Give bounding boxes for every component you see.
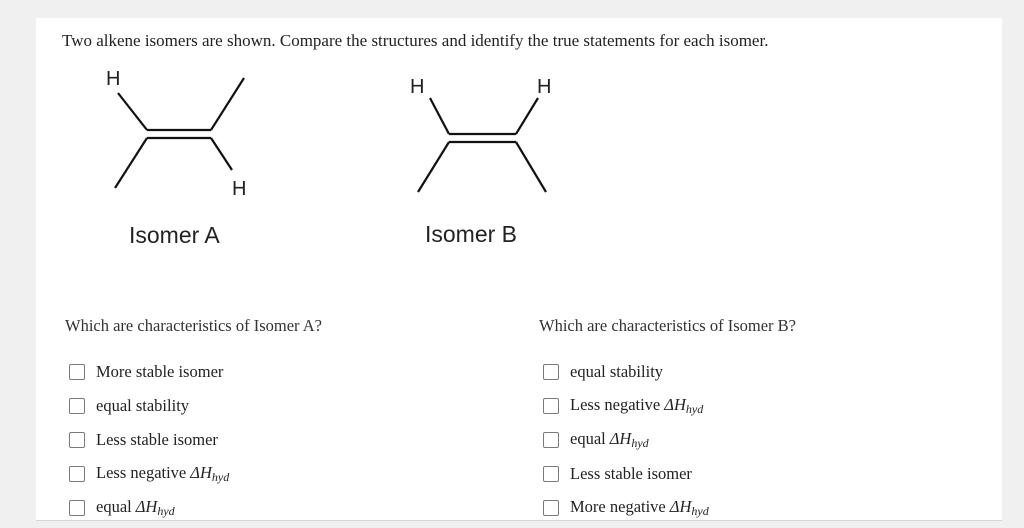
checkbox[interactable]	[69, 432, 85, 448]
isomer-b-option[interactable]	[543, 457, 709, 491]
isomer-a-option[interactable]	[69, 457, 229, 491]
isomer-b-question: Which are characteristics of Isomer B?	[539, 316, 796, 335]
option-label: equal stability	[96, 396, 190, 415]
enthalpy-symbol: $\Delta H_{hyd}$	[669, 497, 709, 518]
isomer-a-option[interactable]	[69, 491, 229, 525]
isomer-b-label: Isomer B	[425, 221, 518, 247]
isomer-b-bond-lower-right	[516, 142, 546, 192]
isomer-b-bond-upper-left	[430, 98, 449, 134]
enthalpy-symbol: $\Delta H_{hyd}$	[664, 395, 704, 416]
isomer-b-option[interactable]	[543, 389, 709, 423]
option-label: Less stable isomer	[570, 464, 692, 483]
checkbox[interactable]	[69, 466, 85, 482]
enthalpy-symbol: $\Delta H_{hyd}$	[135, 497, 175, 518]
checkbox[interactable]	[543, 364, 559, 380]
checkbox[interactable]	[543, 398, 559, 414]
isomer-b-option[interactable]	[543, 491, 709, 525]
isomer-a-label: Isomer A	[129, 222, 220, 248]
isomer-b-options	[543, 355, 709, 525]
isomer-a-hydrogen-bottom: H	[232, 178, 247, 200]
enthalpy-symbol: $\Delta H_{hyd}$	[609, 429, 649, 450]
isomer-b-hydrogen-left: H	[410, 76, 425, 98]
isomer-a-options	[69, 355, 229, 525]
option-label: Less negative $\Delta H_{hyd}$	[96, 463, 230, 484]
checkbox[interactable]	[543, 466, 559, 482]
checkbox[interactable]	[69, 500, 85, 516]
isomer-a-bond-lower-right	[211, 138, 232, 170]
isomer-b-bond-upper-right	[516, 98, 538, 134]
isomer-a-bond-upper-left	[118, 93, 147, 130]
question-card	[36, 18, 1002, 521]
option-label: equal stability	[570, 362, 664, 381]
option-label: equal $\Delta H_{hyd}$	[570, 429, 649, 450]
option-label: Less stable isomer	[96, 430, 218, 449]
option-label: More stable isomer	[96, 362, 224, 381]
isomer-a-bond-lower-left	[115, 138, 147, 188]
checkbox[interactable]	[543, 432, 559, 448]
isomer-a-bond-upper-right	[211, 78, 244, 130]
option-label: More negative $\Delta H_{hyd}$	[570, 497, 709, 518]
checkbox[interactable]	[69, 364, 85, 380]
enthalpy-symbol: $\Delta H_{hyd}$	[190, 463, 230, 484]
isomer-b-option[interactable]	[543, 355, 709, 389]
isomer-b-structure	[414, 88, 554, 198]
isomer-a-hydrogen-top: H	[106, 68, 121, 90]
isomer-a-option[interactable]	[69, 423, 229, 457]
option-label: equal $\Delta H_{hyd}$	[96, 497, 175, 518]
checkbox[interactable]	[69, 398, 85, 414]
checkbox[interactable]	[543, 500, 559, 516]
isomer-b-hydrogen-right: H	[537, 76, 552, 98]
isomer-b-option[interactable]	[543, 423, 709, 457]
option-label: Less negative $\Delta H_{hyd}$	[570, 395, 704, 416]
isomer-a-question: Which are characteristics of Isomer A?	[65, 316, 322, 335]
isomer-a-option[interactable]	[69, 355, 229, 389]
question-prompt: Two alkene isomers are shown. Compare the structures and identify the true statements for each isomer.	[62, 31, 769, 50]
isomer-b-bond-lower-left	[418, 142, 449, 192]
isomer-a-option[interactable]	[69, 389, 229, 423]
